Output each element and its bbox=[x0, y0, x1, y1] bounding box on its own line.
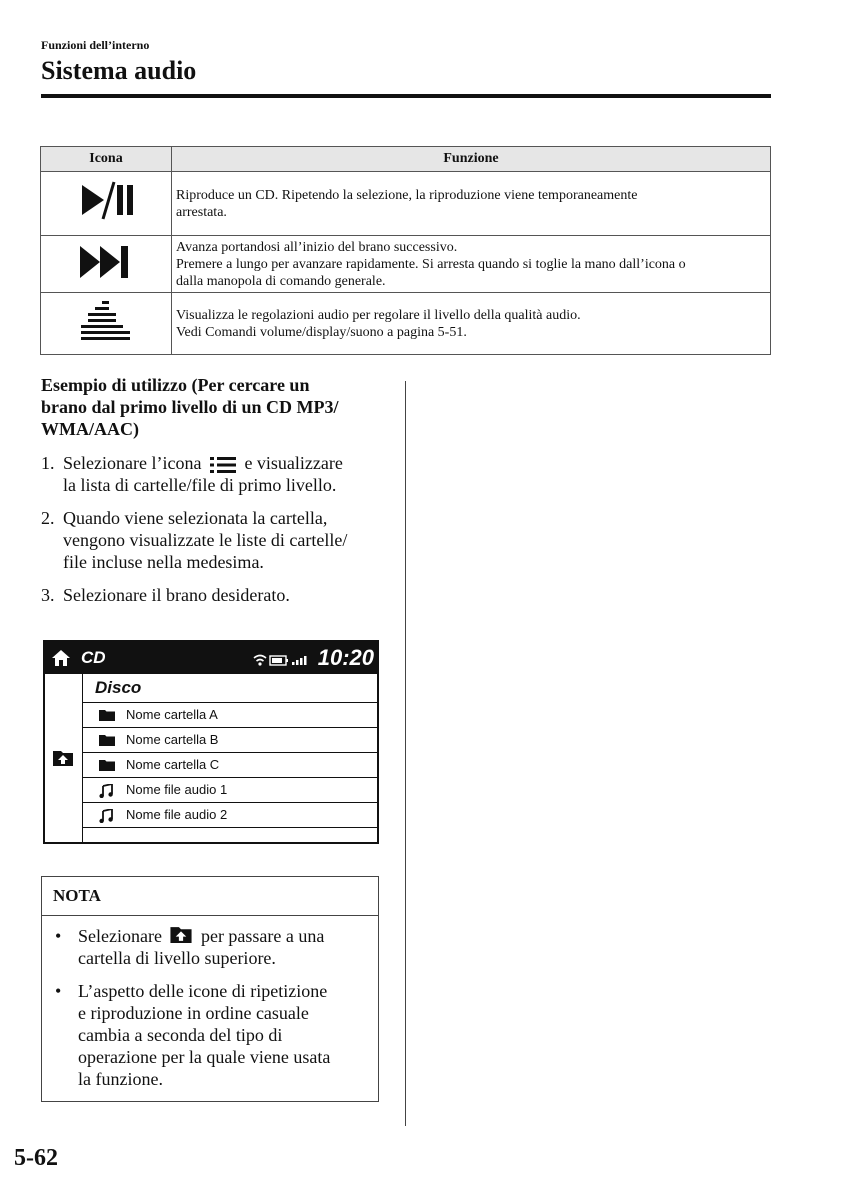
play-pause-icon bbox=[74, 179, 138, 223]
page-number: 5-62 bbox=[14, 1145, 58, 1171]
list-item-label: Nome cartella B bbox=[126, 732, 219, 747]
step-number: 1. bbox=[41, 453, 55, 473]
note-text: e riproduzione in ordine casuale bbox=[78, 1003, 309, 1023]
signal-icon bbox=[292, 656, 307, 665]
text-line: Visualizza le regolazioni audio per regolare il livello della qualità audio. bbox=[176, 307, 581, 323]
note-text: per passare a una bbox=[200, 926, 325, 946]
text-line: Vedi Comandi volume/display/suono a pagina 5-51. bbox=[176, 324, 467, 340]
step-item bbox=[41, 507, 391, 573]
list-item-label: Nome file audio 1 bbox=[126, 782, 228, 797]
table-header-row bbox=[41, 147, 771, 172]
list-title: Disco bbox=[83, 674, 377, 703]
column-divider bbox=[405, 381, 406, 1126]
heading-line: WMA/AAC) bbox=[41, 419, 139, 439]
music-note-icon bbox=[99, 809, 113, 823]
folder-icon bbox=[99, 734, 115, 746]
text-line: dalla manopola di comando generale. bbox=[176, 273, 386, 289]
function-text bbox=[172, 172, 771, 236]
screen-illustration bbox=[43, 640, 379, 844]
step-text: Selezionare l’icona bbox=[63, 453, 202, 473]
list-item-label: Nome file audio 2 bbox=[126, 807, 228, 822]
wifi-icon bbox=[254, 656, 266, 666]
home-icon[interactable] bbox=[51, 649, 71, 667]
step-item bbox=[41, 452, 391, 496]
table-row bbox=[41, 236, 771, 293]
text-line: Riproduce un CD. Ripetendo la selezione, la riproduzione viene temporaneamente bbox=[176, 187, 638, 203]
folder-icon bbox=[99, 709, 115, 721]
table-row bbox=[41, 172, 771, 236]
list-item[interactable] bbox=[83, 753, 377, 778]
bullet: • bbox=[55, 926, 62, 946]
icon-cell bbox=[41, 236, 172, 293]
heading-line: brano dal primo livello di un CD MP3/ bbox=[41, 397, 339, 417]
note-text: cambia a seconda del tipo di bbox=[78, 1025, 283, 1045]
music-note-icon bbox=[99, 784, 113, 798]
battery-icon bbox=[270, 656, 288, 665]
step-text: e visualizzare bbox=[244, 453, 343, 473]
bullet: • bbox=[55, 981, 62, 1001]
list-item[interactable] bbox=[83, 778, 377, 803]
function-text bbox=[172, 236, 771, 293]
step-item bbox=[41, 584, 391, 606]
text-line: Avanza portandosi all’inizio del brano successivo. bbox=[176, 239, 458, 255]
folder-icon bbox=[99, 759, 115, 771]
note-text: cartella di livello superiore. bbox=[78, 948, 276, 968]
note-text: Selezionare bbox=[78, 926, 162, 946]
step-number: 2. bbox=[41, 508, 55, 528]
list-item-label: Nome cartella A bbox=[126, 707, 218, 722]
step-text: vengono visualizzate le liste di cartelle/ bbox=[63, 530, 348, 550]
function-text bbox=[172, 293, 771, 355]
page-title: Sistema audio bbox=[41, 56, 197, 85]
screen-status-bar bbox=[45, 642, 377, 674]
note-title: NOTA bbox=[42, 877, 378, 916]
note-text: operazione per la quale viene usata bbox=[78, 1047, 331, 1067]
note-list bbox=[42, 916, 378, 1090]
screen-file-list bbox=[83, 674, 377, 838]
heading-line: Esempio di utilizzo (Per cercare un bbox=[41, 375, 310, 395]
list-item[interactable] bbox=[83, 803, 377, 828]
note-box bbox=[41, 876, 379, 1102]
clock-display: 10:20 bbox=[317, 645, 374, 670]
note-item bbox=[52, 980, 368, 1090]
step-text: Quando viene selezionata la cartella, bbox=[63, 508, 328, 528]
note-item bbox=[52, 925, 368, 969]
section-label: Funzioni dell’interno bbox=[41, 38, 150, 52]
text-line: Premere a lungo per avanzare rapidamente. Si arresta quando si toglie la mano dall’icona o bbox=[176, 256, 686, 272]
example-heading bbox=[41, 374, 391, 440]
list-item[interactable] bbox=[83, 728, 377, 753]
list-item-empty bbox=[83, 828, 377, 838]
list-item-label: Nome cartella C bbox=[126, 757, 220, 772]
column-header-icon: Icona bbox=[41, 147, 172, 172]
step-text: la lista di cartelle/file di primo livello. bbox=[63, 475, 337, 495]
table-row bbox=[41, 293, 771, 355]
icon-cell bbox=[41, 293, 172, 355]
note-text: L’aspetto delle icone di ripetizione bbox=[78, 981, 328, 1001]
list-icon bbox=[210, 456, 236, 474]
step-text: Selezionare il brano desiderato. bbox=[63, 585, 290, 605]
screen-sidebar bbox=[45, 674, 83, 842]
status-icons bbox=[253, 653, 309, 667]
audio-source-label: CD bbox=[81, 648, 106, 667]
text-line: arrestata. bbox=[176, 204, 227, 220]
steps-list bbox=[41, 452, 391, 617]
title-rule bbox=[41, 94, 771, 98]
folder-up-icon bbox=[169, 925, 193, 944]
equalizer-icon bbox=[81, 299, 131, 343]
column-header-function: Funzione bbox=[172, 147, 771, 172]
step-number: 3. bbox=[41, 585, 55, 605]
step-text: file incluse nella medesima. bbox=[63, 552, 264, 572]
icon-cell bbox=[41, 172, 172, 236]
skip-forward-icon bbox=[76, 242, 136, 282]
icon-function-table bbox=[40, 146, 771, 355]
folder-up-icon[interactable] bbox=[52, 749, 74, 767]
note-text: la funzione. bbox=[78, 1069, 163, 1089]
list-item[interactable] bbox=[83, 703, 377, 728]
